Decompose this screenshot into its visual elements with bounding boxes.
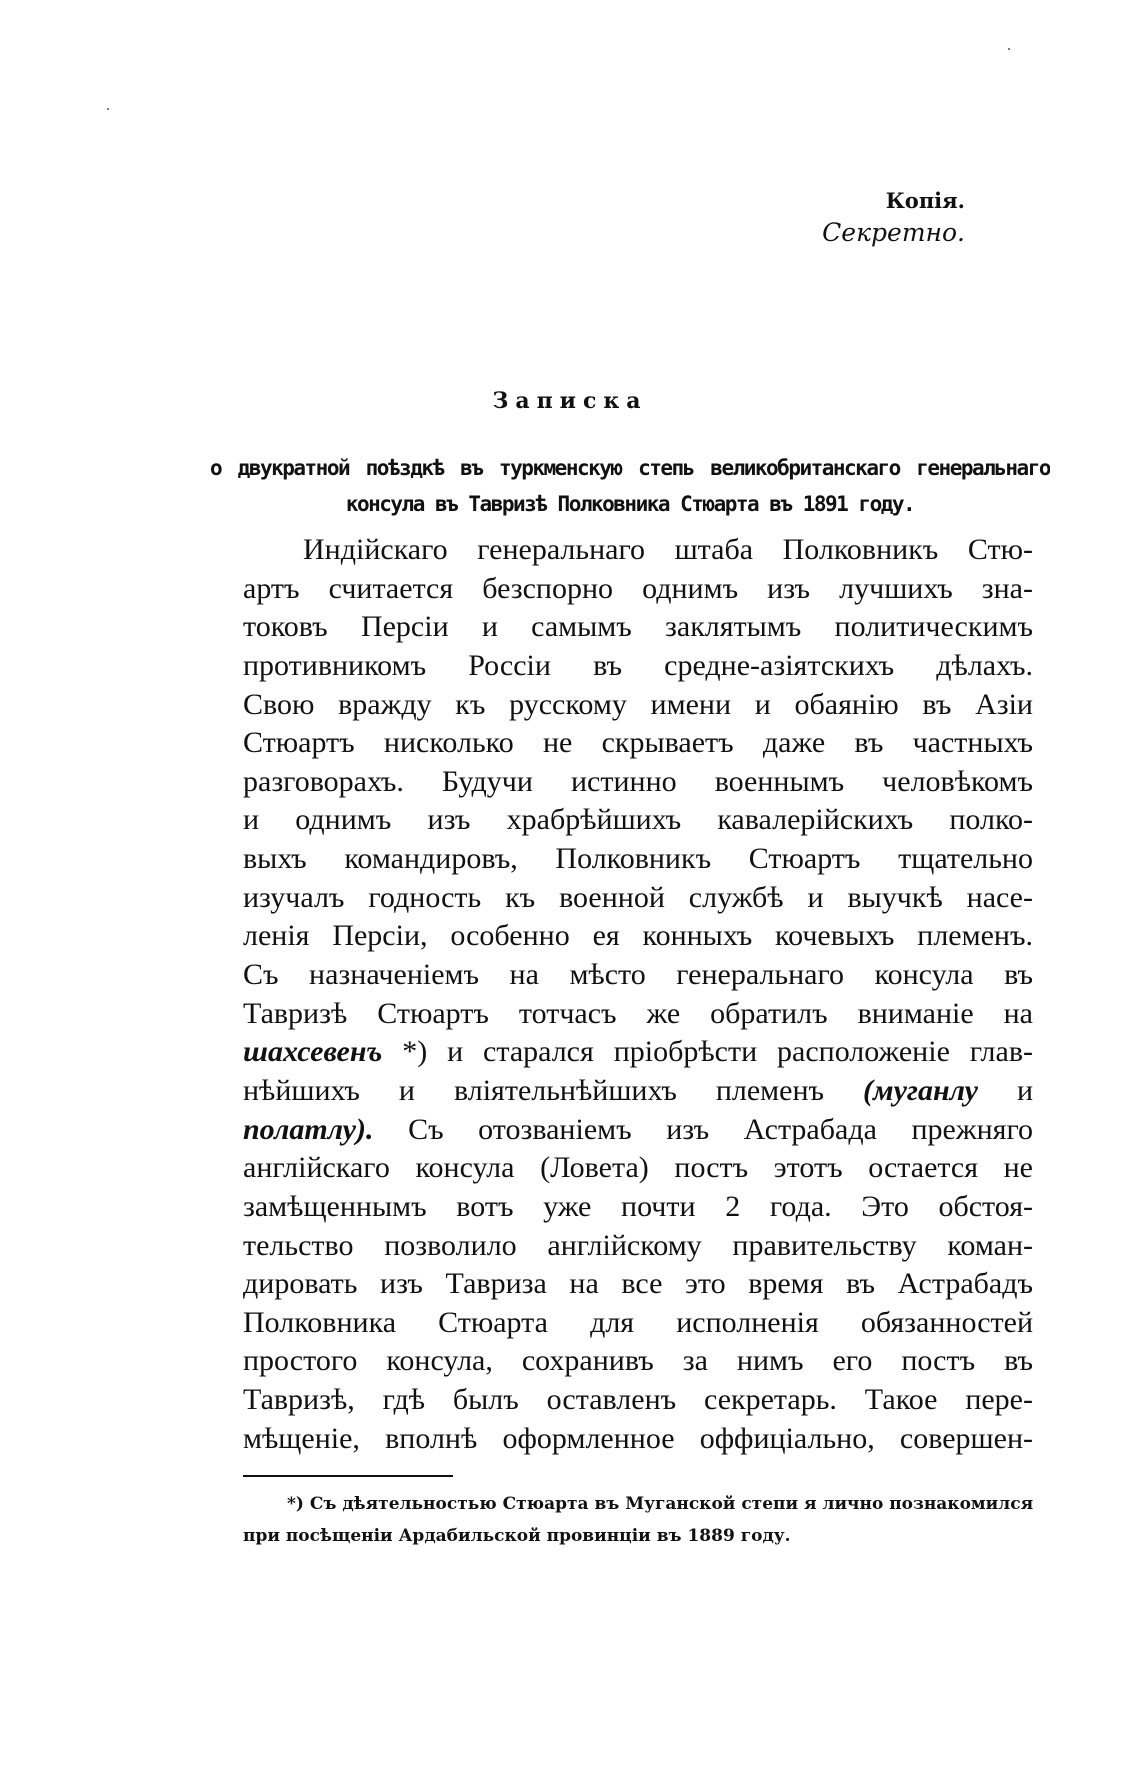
text-line: Стюартъ нисколько не скрываетъ даже въ частныхъ xyxy=(243,726,1033,760)
text-line: тельство позволило англійскому правительству коман- xyxy=(243,1228,1033,1262)
italic-term: полатлу). xyxy=(243,1112,374,1146)
body-paragraph xyxy=(243,531,1033,1458)
italic-term: (муганлу xyxy=(863,1073,978,1107)
text-line xyxy=(243,1111,1033,1150)
text-line: Тавризѣ Стюартъ тотчасъ же обратилъ вниманіе на xyxy=(243,996,1033,1030)
text-line xyxy=(243,1072,1033,1111)
text-line: выхъ командировъ, Полковникъ Стюартъ тщательно xyxy=(243,842,1033,876)
footnote-divider xyxy=(243,1475,453,1477)
text-fragment: Съ отозваніемъ изъ Астрабада прежняго xyxy=(373,1112,1033,1146)
text-line: ленія Персіи, особенно ея конныхъ кочевыхъ племенъ. xyxy=(243,919,1033,953)
text-line: Полковника Стюарта для исполненія обязанностей xyxy=(243,1305,1033,1339)
text-line: разговорахъ. Будучи истинно военнымъ человѣкомъ xyxy=(243,764,1033,798)
text-line: простого консула, сохранивъ за нимъ его постъ въ xyxy=(243,1344,1033,1378)
footnote xyxy=(243,1488,1033,1552)
text-line: Свою вражду къ русскому имени и обаянію въ Азіи xyxy=(243,687,1033,721)
scan-speck xyxy=(1008,48,1010,50)
text-line: мѣщеніе, вполнѣ оформленное оффиціально, совершен- xyxy=(243,1421,1033,1455)
italic-term: шахсевенъ xyxy=(243,1035,383,1069)
text-line xyxy=(243,1033,1033,1072)
text-line: противникомъ Россіи въ средне-азіятскихъ дѣлахъ. xyxy=(243,648,1033,682)
text-line: замѣщеннымъ вотъ уже почти 2 года. Это обстоя- xyxy=(243,1189,1033,1223)
text-line: изучалъ годность къ военной службѣ и выучкѣ насе- xyxy=(243,880,1033,914)
text-fragment: *) и старался пріобрѣсти расположеніе глав- xyxy=(382,1035,1033,1069)
footnote-line: при посѣщеніи Ардабильской провинціи въ 1889 году. xyxy=(243,1526,791,1546)
text-line: артъ считается безспорно однимъ изъ лучшихъ зна- xyxy=(243,571,1033,605)
text-line: и однимъ изъ храбрѣйшихъ кавалерійскихъ полко- xyxy=(243,803,1033,837)
text-line: англійскаго консула (Ловета) постъ этотъ остается не xyxy=(243,1151,1033,1185)
text-fragment: и xyxy=(977,1073,1033,1107)
document-title: Записка xyxy=(492,388,648,414)
subtitle-line-wrap xyxy=(210,486,1050,522)
text-line: Съ назначеніемъ на мѣсто генеральнаго консула въ xyxy=(243,958,1033,992)
footnote-line: *) Съ дѣятельностью Стюарта въ Муганской степи я лично познакомился xyxy=(287,1494,1034,1514)
text-line: Индійскаго генеральнаго штаба Полковникъ Стю- xyxy=(303,533,1033,566)
subtitle-line: о двукратной поѣздкѣ въ туркменскую степь великобританскаго генеральнаго xyxy=(210,456,1050,480)
secret-label: Секретно. xyxy=(822,218,965,247)
text-fragment: нѣйшихъ и вліятельнѣйшихъ племенъ xyxy=(243,1073,864,1107)
copy-label: Копія. xyxy=(885,188,965,213)
text-line: дировать изъ Тавриза на все это время въ Астрабадъ xyxy=(243,1267,1033,1301)
subtitle-line: консула въ Тавризѣ Полковника Стюарта въ 1891 году. xyxy=(345,492,915,516)
document-subtitle xyxy=(210,450,1050,522)
scan-speck xyxy=(107,108,109,110)
text-line: Тавризѣ, гдѣ былъ оставленъ секретарь. Такое пере- xyxy=(243,1383,1033,1417)
text-line: токовъ Персіи и самымъ заклятымъ политическимъ xyxy=(243,610,1033,644)
